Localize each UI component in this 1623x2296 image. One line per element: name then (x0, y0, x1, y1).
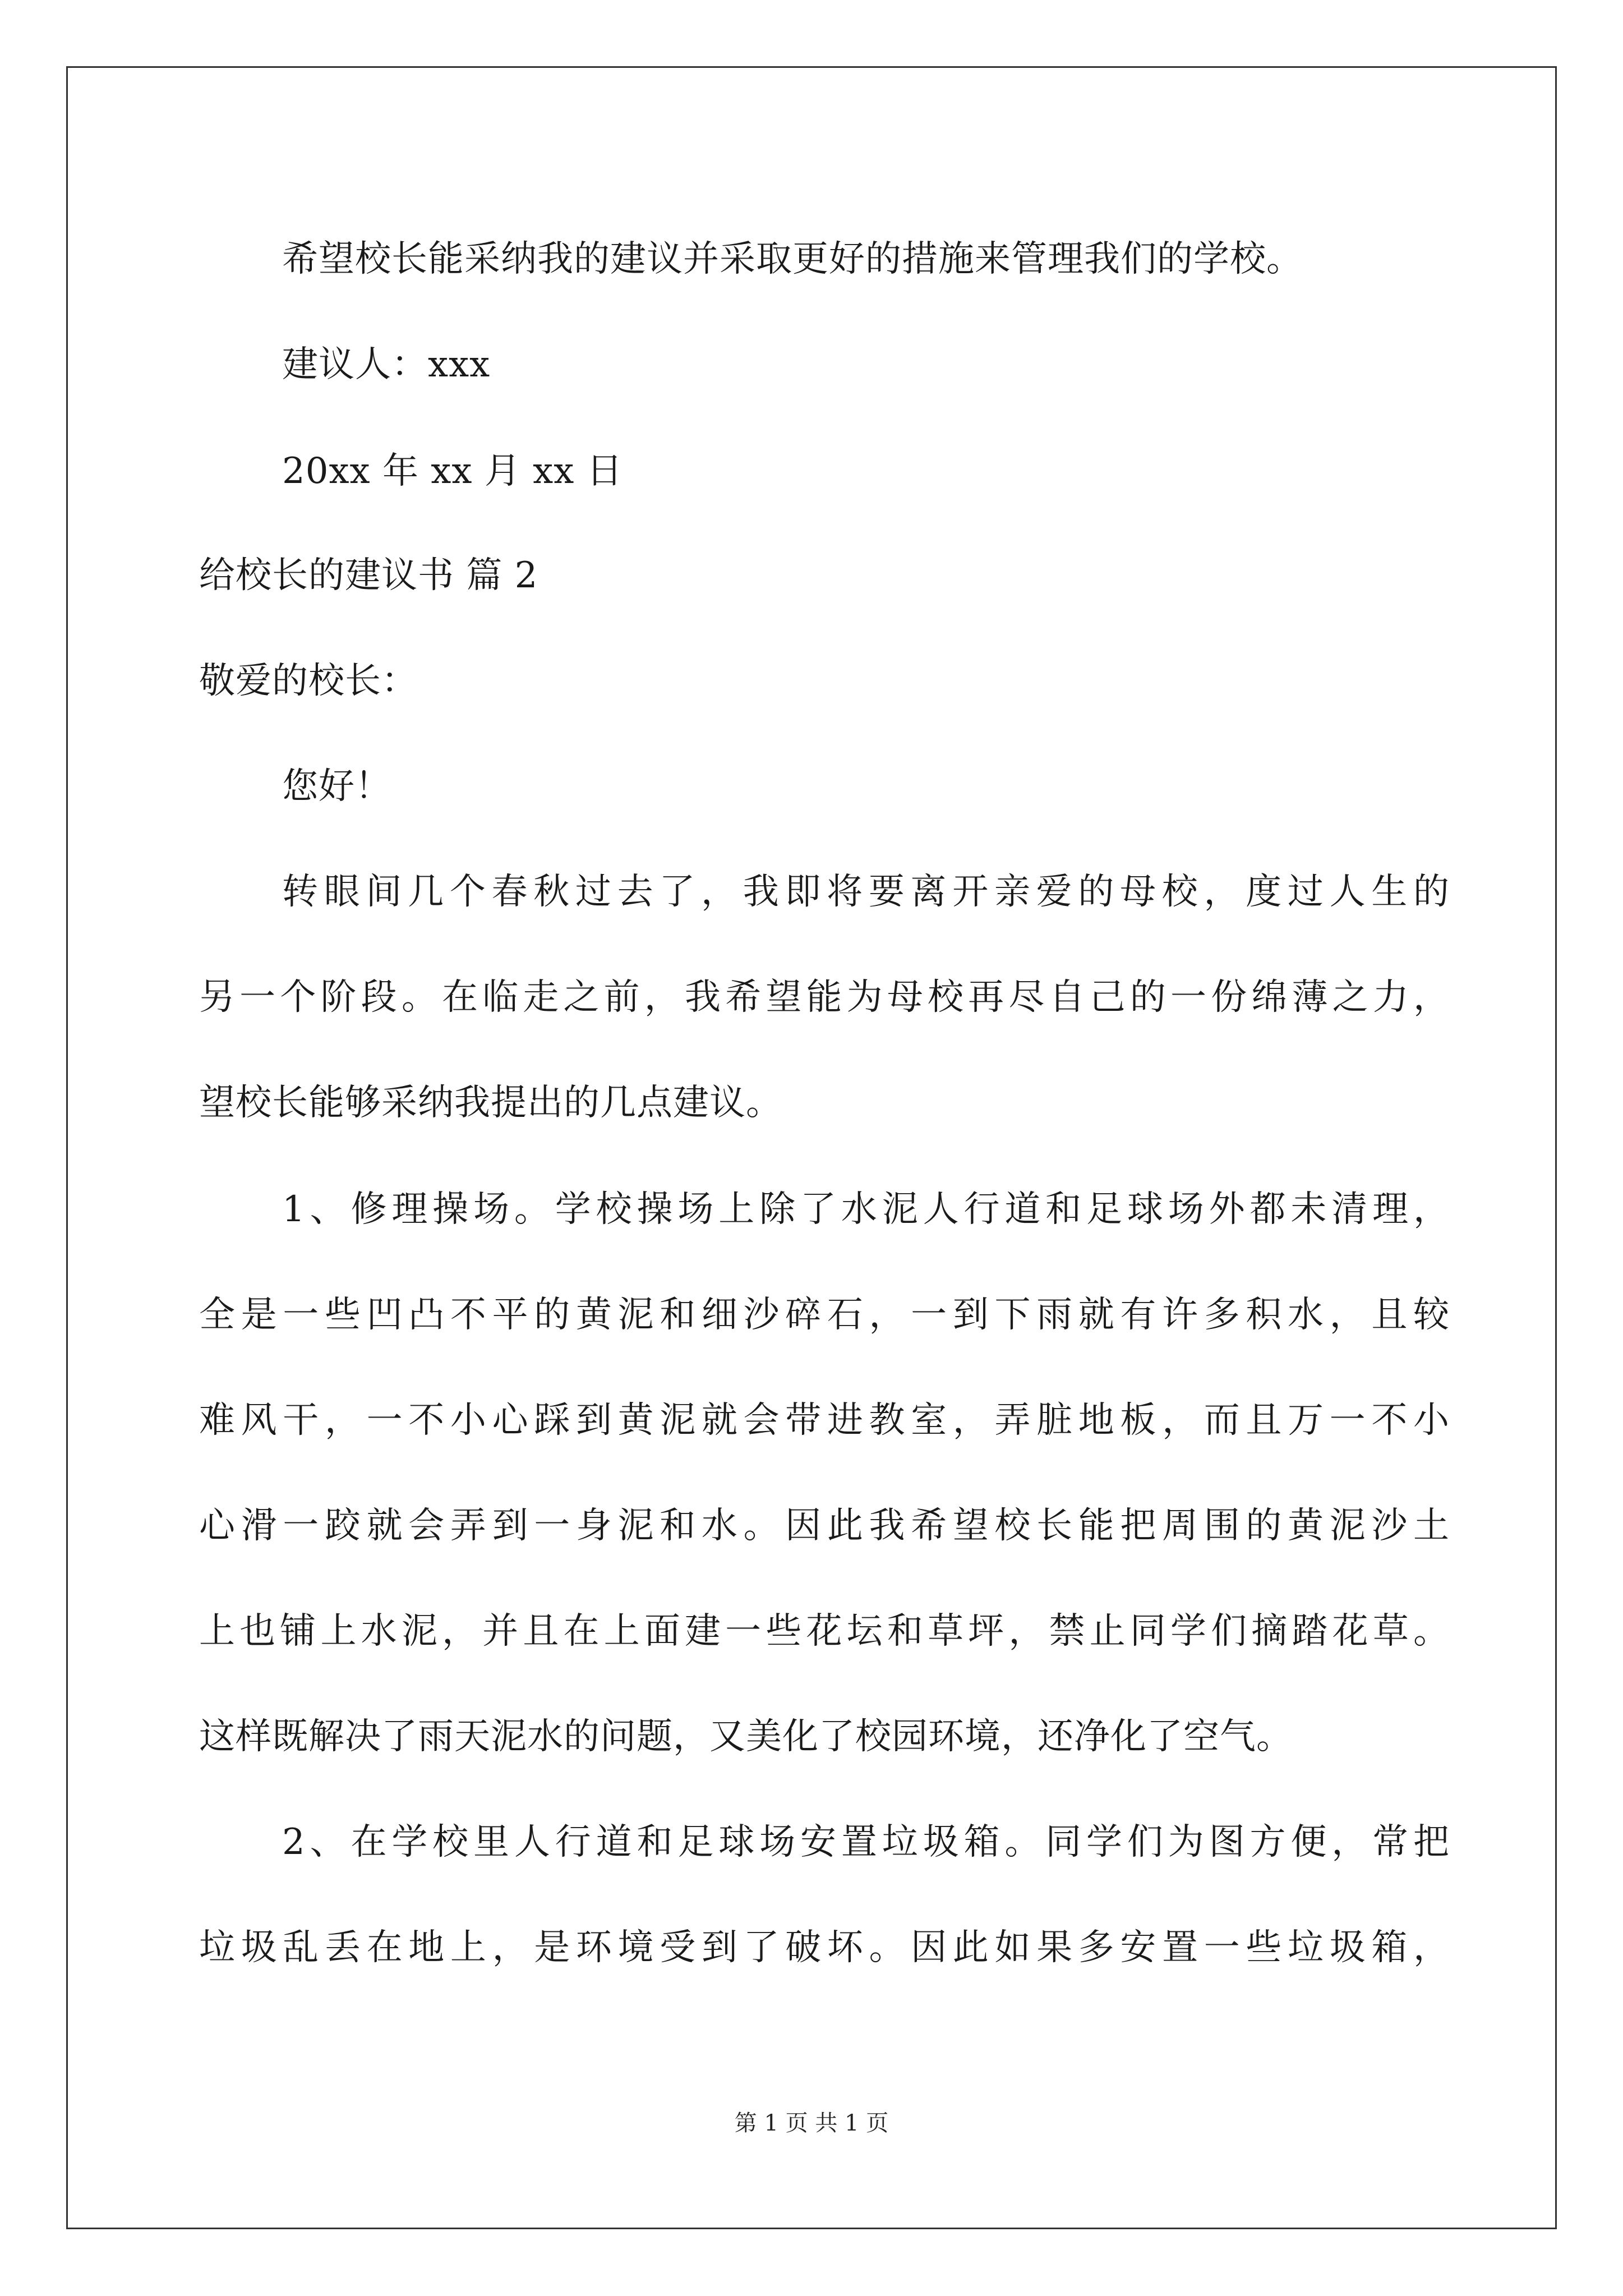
paragraph-item1-line: 上也铺上水泥，并且在上面建一些花坛和草坪，禁止同学们摘踏花草。 (199, 1611, 1450, 1652)
paragraph-item1-line: 这样既解决了雨天泥水的问题，又美化了校园环境，还净化了空气。 (199, 1716, 1293, 1757)
paragraph-item1-line: 全是一些凹凸不平的黄泥和细沙碎石，一到下雨就有许多积水，且较 (199, 1294, 1450, 1336)
paragraph-item2-line: 2、在学校里人行道和足球场安置垃圾箱。同学们为图方便，常把 (282, 1821, 1450, 1863)
paragraph-item1-line: 难风干，一不小心踩到黄泥就会带进教室，弄脏地板，而且万一不小 (199, 1400, 1450, 1441)
paragraph-item1-line: 心滑一跤就会弄到一身泥和水。因此我希望校长能把周围的黄泥沙土 (199, 1505, 1450, 1547)
salutation-line: 敬爱的校长： (199, 660, 418, 702)
page-footer: 第 1 页 共 1 页 (734, 2110, 889, 2136)
paragraph-intro-line: 另一个阶段。在临走之前，我希望能为母校再尽自己的一份绵薄之力， (199, 977, 1450, 1018)
greeting-line: 您好！ (282, 766, 391, 807)
paragraph-item1-line: 1、修理操场。学校操场上除了水泥人行道和足球场外都未清理， (282, 1189, 1450, 1230)
page-border (66, 66, 1557, 2229)
paragraph-item2-line: 垃圾乱丢在地上，是环境受到了破坏。因此如果多安置一些垃圾箱， (199, 1927, 1450, 1968)
section-heading: 给校长的建议书 篇 2 (199, 555, 538, 596)
signature-line: 建议人：xxx (282, 344, 491, 385)
paragraph-intro-line: 望校长能够采纳我提出的几点建议。 (199, 1082, 782, 1124)
paragraph-intro-line: 转眼间几个春秋过去了，我即将要离开亲爱的母校，度过人生的 (282, 871, 1450, 913)
date-line: 20xx 年 xx 月 xx 日 (282, 450, 623, 492)
paragraph-closing-line: 希望校长能采纳我的建议并采取更好的措施来管理我们的学校。 (282, 238, 1303, 280)
